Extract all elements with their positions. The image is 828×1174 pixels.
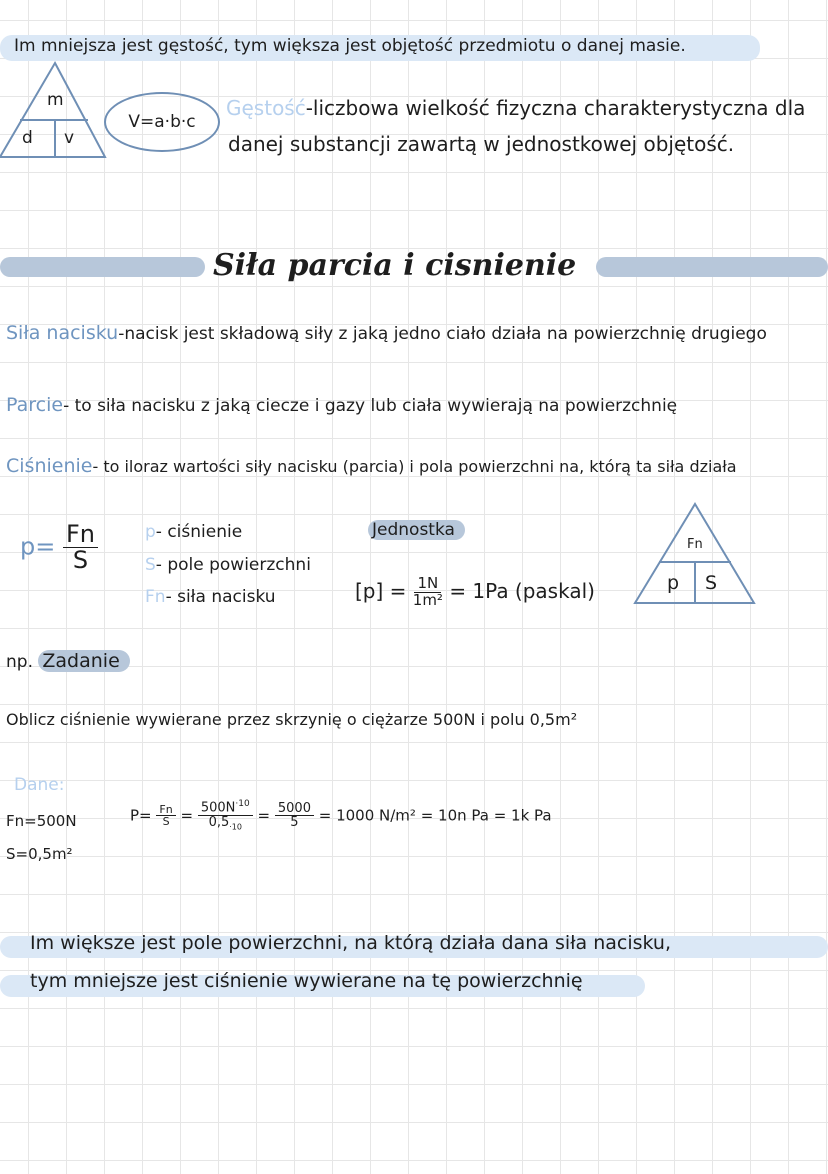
triangle2-p: p [667,572,680,594]
sol-f3d: 5 [290,815,299,831]
section-title: Siła parcia i cisnienie [213,248,577,283]
sol-f2n: 500N [200,800,236,816]
task-text: Oblicz ciśnienie wywierane przez skrzynię o ciężarze 500N i polu 0,5m² [6,710,578,729]
sol-f2sub: ·10 [229,822,242,832]
unit-label-text: Jednostka [368,520,465,540]
sol-f1d: S [162,815,170,829]
solution [130,800,552,832]
triangle2-fn: Fn [687,537,703,552]
conclusion-line1: Im większe jest pole powierzchni, na którą działa dana siła nacisku, [30,932,672,954]
legend-s [145,555,311,575]
definition-text: - to iloraz wartości siły nacisku (parcia) i pola powierzchni na, którą ta siła działa [92,457,737,476]
density-triangle-icon [0,60,110,160]
unit-formula [355,576,595,609]
sol-f2d: 0,5 [208,814,230,830]
title-band-right [596,257,828,277]
density-def-text: -liczbowa wielkość fizyczna charakterystyczna dla [305,96,806,120]
sol-f1n: Fn [156,804,175,817]
unit-label [368,520,465,540]
legend-text: - pole powierzchni [155,555,311,575]
density-rule: Im mniejsza jest gęstość, tym większa jest objętość przedmiotu o danej masie. [14,36,686,56]
formula-num: Fn [63,522,98,548]
conclusion-line2: tym mniejsze jest ciśnienie wywierane na tę powierzchnię [30,970,583,992]
definition-cisnienie [6,455,737,477]
given-s: S=0,5m² [6,845,73,863]
sol-eq: = [180,806,194,825]
sol-eq: = [257,806,271,825]
definition-text: - to siła nacisku z jaką ciecze i gazy lub ciała wywierają na powierzchnię [63,396,678,416]
sol-p: P= [130,806,152,825]
pressure-formula [20,522,98,573]
example-label: Zadanie [38,650,129,672]
definition-text: -nacisk jest składową siły z jaką jedno ciało działa na powierzchnię drugiego [118,324,767,344]
definition-parcie [6,394,677,416]
example-prefix: np. [6,652,33,672]
given-label: Dane: [14,775,65,795]
unit-rhs: = 1Pa (paskal) [449,578,595,603]
density-def-line2: danej substancji zawartą w jednostkowej objętość. [228,132,735,156]
triangle-d: d [22,128,33,148]
unit-lhs: [p] = [355,578,407,603]
legend-text: - siła nacisku [165,587,276,607]
title-band-left [0,257,205,277]
given-fn: Fn=500N [6,812,77,830]
sol-rest: = 1000 N/m² = 10n Pa = 1k Pa [318,806,552,825]
sol-f3n: 5000 [275,802,314,817]
sym: Fn [145,587,166,607]
triangle-m: m [47,90,64,110]
triangle-v: v [64,128,75,148]
triangle2-s: S [705,572,718,594]
legend-p [145,522,242,542]
sym: p [145,522,156,542]
unit-den: 1m² [412,590,443,609]
term: Parcie [6,394,64,416]
definition-sila-nacisku [6,322,767,344]
legend-text: - ciśnienie [155,522,243,542]
sol-f2sup: ·10 [235,799,250,809]
density-def-line1 [226,96,805,120]
term: Ciśnienie [6,455,93,477]
term: Siła nacisku [6,322,119,344]
formula-den: S [72,546,89,575]
density-term: Gęstość [226,96,306,120]
pressure-triangle-icon [633,500,757,606]
formula-lhs: p= [20,532,56,561]
sym: S [145,555,156,575]
legend-fn [145,587,276,607]
volume-formula: V=a·b·c [104,92,220,152]
unit-num: 1N [414,576,441,593]
example-heading [6,650,130,672]
